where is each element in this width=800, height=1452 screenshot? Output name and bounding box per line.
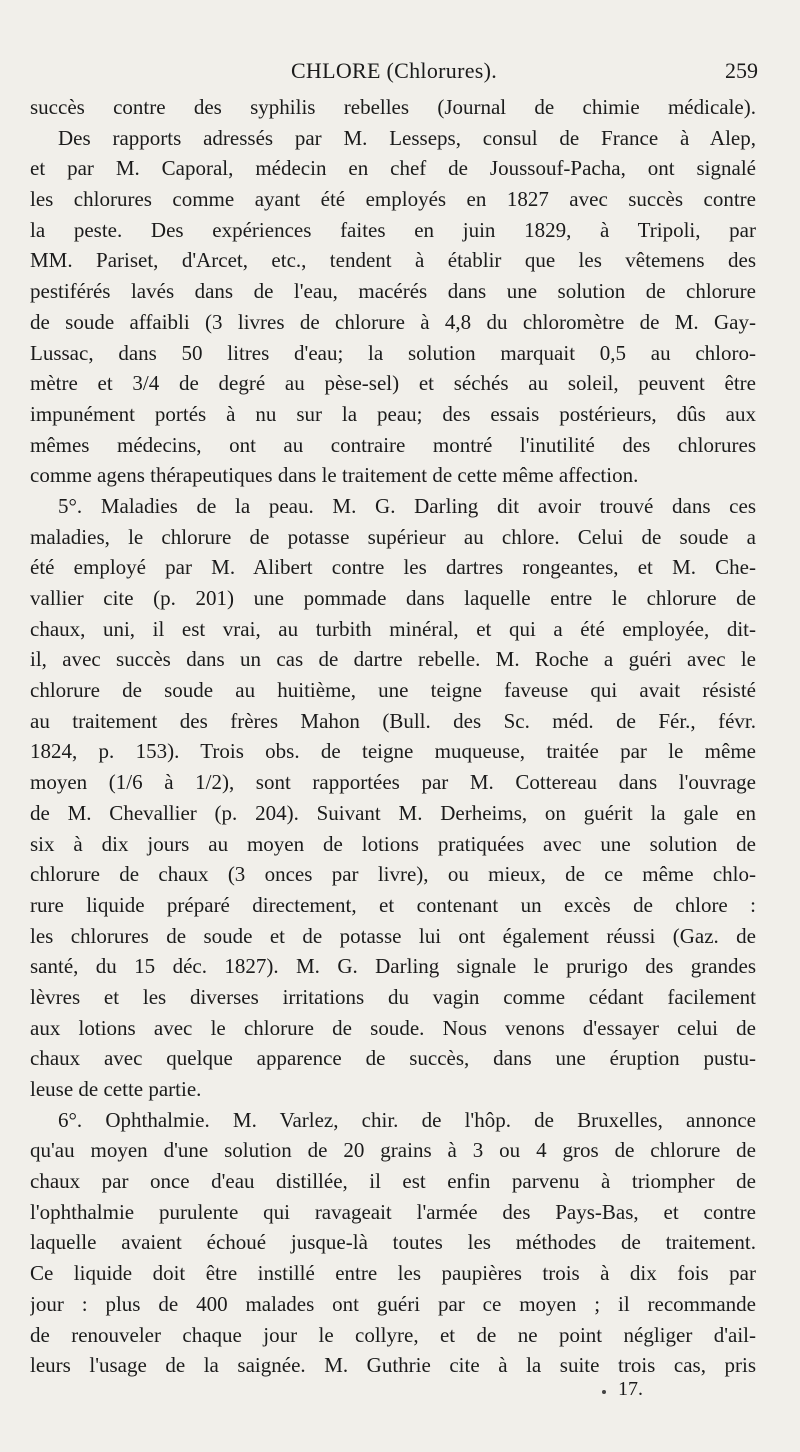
text-line: chaux par once d'eau distillée, il est enfin parvenu à triompher de	[30, 1169, 756, 1194]
text-line: rure liquide préparé directement, et contenant un excès de chlore :	[30, 892, 756, 917]
text-line: succès contre des syphilis rebelles (Journal de chimie médicale).	[30, 95, 756, 119]
text-line: les chlorures de soude et de potasse lui ont également réussi (Gaz. de	[30, 923, 756, 948]
text-line: moyen (1/6 à 1/2), sont rapportées par M. Cottereau dans l'ouvrage	[30, 770, 756, 795]
text-line: l'ophthalmie purulente qui ravageait l'armée des Pays-Bas, et contre	[30, 1199, 756, 1224]
text-line: impunément portés à nu sur la peau; des essais postérieurs, dûs aux	[30, 401, 756, 426]
text-line: la peste. Des expériences faites en juin 1829, à Tripoli, par	[30, 217, 756, 242]
text-line: pestiférés lavés dans de l'eau, macérés dans une solution de chlorure	[30, 279, 756, 304]
signature-mark: 17.	[618, 1378, 643, 1400]
text-line: chlorure de chaux (3 onces par livre), ou mieux, de ce même chlo-	[30, 862, 756, 887]
text-line: chlorure de soude au huitième, une teigne faveuse qui avait résisté	[30, 678, 756, 703]
paragraph-first-line: 6°. Ophthalmie. M. Varlez, chir. de l'hôp. de Bruxelles, annonce	[58, 1107, 756, 1132]
paragraph-first-line: Des rapports adressés par M. Lesseps, consul de France à Alep,	[58, 125, 756, 150]
text-line: maladies, le chlorure de potasse supérieur au chlore. Celui de soude a	[30, 524, 756, 549]
text-line: vallier cite (p. 201) une pommade dans laquelle entre le chlorure de	[30, 586, 756, 610]
text-line: mêmes médecins, ont au contraire montré l'inutilité des chlorures	[30, 432, 756, 457]
text-line: été employé par M. Alibert contre les dartres rongeantes, et M. Che-	[30, 555, 756, 580]
text-line: chaux avec quelque apparence de succès, dans une éruption pustu-	[30, 1046, 756, 1071]
page-number: 259	[725, 58, 758, 83]
text-line: chaux, uni, il est vrai, au turbith minéral, et qui a été employée, dit-	[30, 616, 756, 641]
text-line: comme agens thérapeutiques dans le traitement de cette même affection.	[30, 463, 639, 488]
body-text	[30, 92, 756, 1381]
page-header	[30, 58, 758, 90]
text-line: leurs l'usage de la saignée. M. Guthrie cite à la suite trois cas, pris	[30, 1353, 756, 1378]
text-line: les chlorures comme ayant été employés en 1827 avec succès contre	[30, 187, 756, 212]
running-title: CHLORE (Chlorures).	[290, 58, 498, 83]
text-line: santé, du 15 déc. 1827). M. G. Darling signale le prurigo des grandes	[30, 954, 756, 979]
text-line: il, avec succès dans un cas de dartre rebelle. M. Roche a guéri avec le	[30, 647, 756, 672]
text-line: six à dix jours au moyen de lotions pratiquées avec une solution de	[30, 831, 756, 856]
text-line: et par M. Caporal, médecin en chef de Joussouf-Pacha, ont signalé	[30, 156, 756, 181]
text-line: aux lotions avec le chlorure de soude. Nous venons d'essayer celui de	[30, 1015, 756, 1040]
text-line: leuse de cette partie.	[30, 1077, 202, 1101]
text-line: Lussac, dans 50 litres d'eau; la solution marquait 0,5 au chloro-	[30, 340, 756, 365]
text-line: Ce liquide doit être instillé entre les paupières trois à dix fois par	[30, 1261, 756, 1286]
text-line: de M. Chevallier (p. 204). Suivant M. Derheims, on guérit la gale en	[30, 800, 756, 825]
text-line: de renouveler chaque jour le collyre, et de ne point négliger d'ail-	[30, 1322, 756, 1347]
text-line: lèvres et les diverses irritations du vagin comme cédant facilement	[30, 984, 756, 1009]
ink-dot	[602, 1390, 606, 1394]
text-line: au traitement des frères Mahon (Bull. des Sc. méd. de Fér., févr.	[30, 708, 756, 733]
text-line: jour : plus de 400 malades ont guéri par ce moyen ; il recommande	[30, 1291, 756, 1316]
text-line: qu'au moyen d'une solution de 20 grains à 3 ou 4 gros de chlorure de	[30, 1138, 756, 1163]
paragraph-first-line: 5°. Maladies de la peau. M. G. Darling dit avoir trouvé dans ces	[58, 493, 756, 518]
text-line: 1824, p. 153). Trois obs. de teigne muqueuse, traitée par le même	[30, 739, 756, 764]
text-line: MM. Pariset, d'Arcet, etc., tendent à établir que les vêtemens des	[30, 248, 756, 273]
text-line: laquelle avaient échoué jusque-là toutes les méthodes de traitement.	[30, 1230, 756, 1255]
text-line: de soude affaibli (3 livres de chlorure à 4,8 du chloromètre de M. Gay-	[30, 309, 756, 334]
text-line: mètre et 3/4 de degré au pèse-sel) et séchés au soleil, peuvent être	[30, 371, 756, 396]
